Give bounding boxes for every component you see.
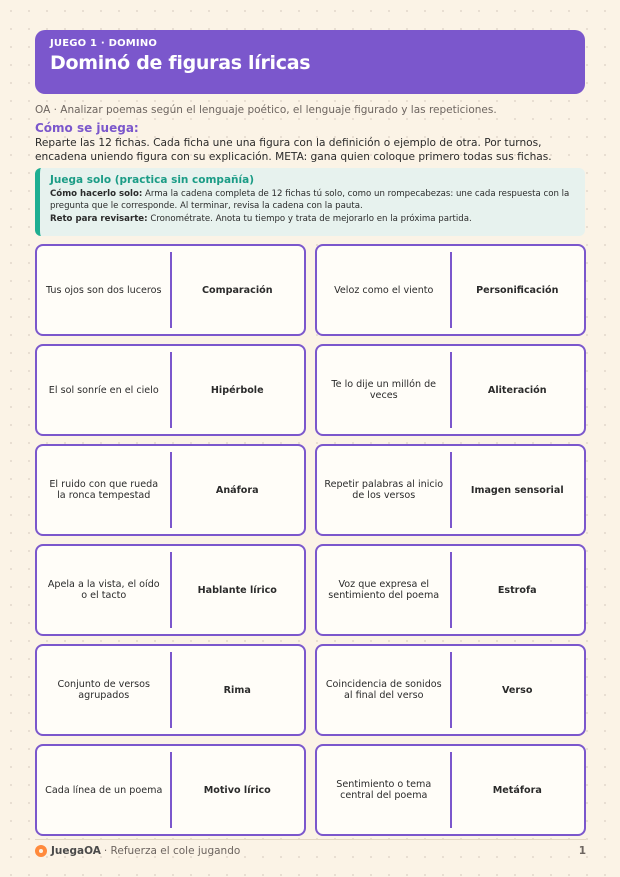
solo-title: Juega solo (practica sin compañía) [50, 174, 254, 186]
tile-divider [450, 452, 452, 528]
tile-example: Conjunto de versos agrupados [57, 679, 151, 701]
domino-tile [315, 544, 586, 636]
solo-how-label: Cómo hacerlo solo: [50, 189, 143, 199]
tile-example: Tus ojos son dos luceros [45, 284, 162, 296]
tile-divider [170, 652, 172, 728]
domino-tile [35, 744, 306, 836]
tile-example: Sentimiento o tema central del poema [336, 779, 432, 801]
tile-example: Veloz como el viento [334, 284, 434, 296]
page-title: Dominó de figuras líricas [50, 52, 311, 74]
tile-divider [450, 652, 452, 728]
tile-example: Repetir palabras al inicio de los versos [324, 479, 444, 501]
solo-challenge [50, 213, 575, 225]
tile-figure: Metáfora [492, 784, 542, 796]
tile-figure: Rima [223, 684, 251, 696]
tile-divider [170, 452, 172, 528]
tile-example: Coincidencia de sonidos al final del verso [325, 679, 442, 701]
tile-figure: Verso [502, 684, 533, 696]
domino-tile [315, 644, 586, 736]
footer-divider [35, 839, 586, 840]
brand-name: JuegaOA [51, 845, 101, 857]
tile-figure: Anáfora [215, 484, 259, 496]
domino-tile [315, 344, 586, 436]
tile-divider [450, 552, 452, 628]
tile-figure: Aliteración [487, 384, 547, 396]
tile-divider [450, 252, 452, 328]
tile-figure: Imagen sensorial [470, 484, 564, 496]
page-header [35, 30, 585, 94]
tile-divider [170, 752, 172, 828]
domino-tile [315, 444, 586, 536]
tile-example: Te lo dije un millón de veces [331, 379, 437, 401]
tile-divider [450, 752, 452, 828]
learning-objective: OA · Analizar poemas según el lenguaje poético, el lenguaje figurado y las repeticiones. [35, 104, 497, 116]
tile-divider [170, 352, 172, 428]
solo-challenge-text: Cronométrate. Anota tu tiempo y trata de mejorarlo en la próxima partida. [150, 214, 472, 224]
tile-example: Apela a la vista, el oído o el tacto [47, 579, 160, 601]
tile-example: El sol sonríe en el cielo [48, 384, 159, 396]
domino-grid [35, 244, 586, 836]
tile-figure: Estrofa [497, 584, 537, 596]
page-number: 1 [578, 845, 586, 857]
domino-tile [315, 244, 586, 336]
how-to-play-heading: Cómo se juega: [35, 121, 139, 135]
domino-tile [35, 544, 306, 636]
solo-play-box [35, 168, 585, 236]
tile-figure: Personificación [476, 284, 559, 296]
tile-figure: Comparación [201, 284, 273, 296]
tile-divider [450, 352, 452, 428]
how-to-play-text: Reparte las 12 fichas. Cada ficha une una figura con la definición o ejemplo de otra. Por turnos, encadena uniendo figura con su explicación. META: gana quien coloque primero todas sus fichas. [35, 137, 552, 163]
domino-tile [35, 244, 306, 336]
tile-divider [170, 552, 172, 628]
solo-how [50, 188, 575, 212]
solo-challenge-label: Reto para revisarte: [50, 214, 148, 224]
domino-tile [35, 444, 306, 536]
tile-example: El ruido con que rueda la ronca tempestad [49, 479, 159, 501]
tile-figure: Hablante lírico [197, 584, 277, 596]
brand-tagline: · Refuerza el cole jugando [103, 845, 241, 857]
tile-example: Voz que expresa el sentimiento del poema [328, 579, 440, 601]
tile-figure: Hipérbole [210, 384, 264, 396]
tile-figure: Motivo lírico [203, 784, 271, 796]
brand-logo-icon [35, 845, 47, 857]
domino-tile [315, 744, 586, 836]
domino-tile [35, 644, 306, 736]
domino-tile [35, 344, 306, 436]
tile-divider [170, 252, 172, 328]
game-kicker: JUEGO 1 · DOMINO [50, 38, 158, 49]
solo-how-text: Arma la cadena completa de 12 fichas tú solo, como un rompecabezas: une cada respuesta con la pregunta que le corresponde. Al terminar, revisa la cadena con la pauta. [50, 189, 570, 211]
tile-example: Cada línea de un poema [45, 784, 163, 796]
page-footer [35, 843, 586, 859]
